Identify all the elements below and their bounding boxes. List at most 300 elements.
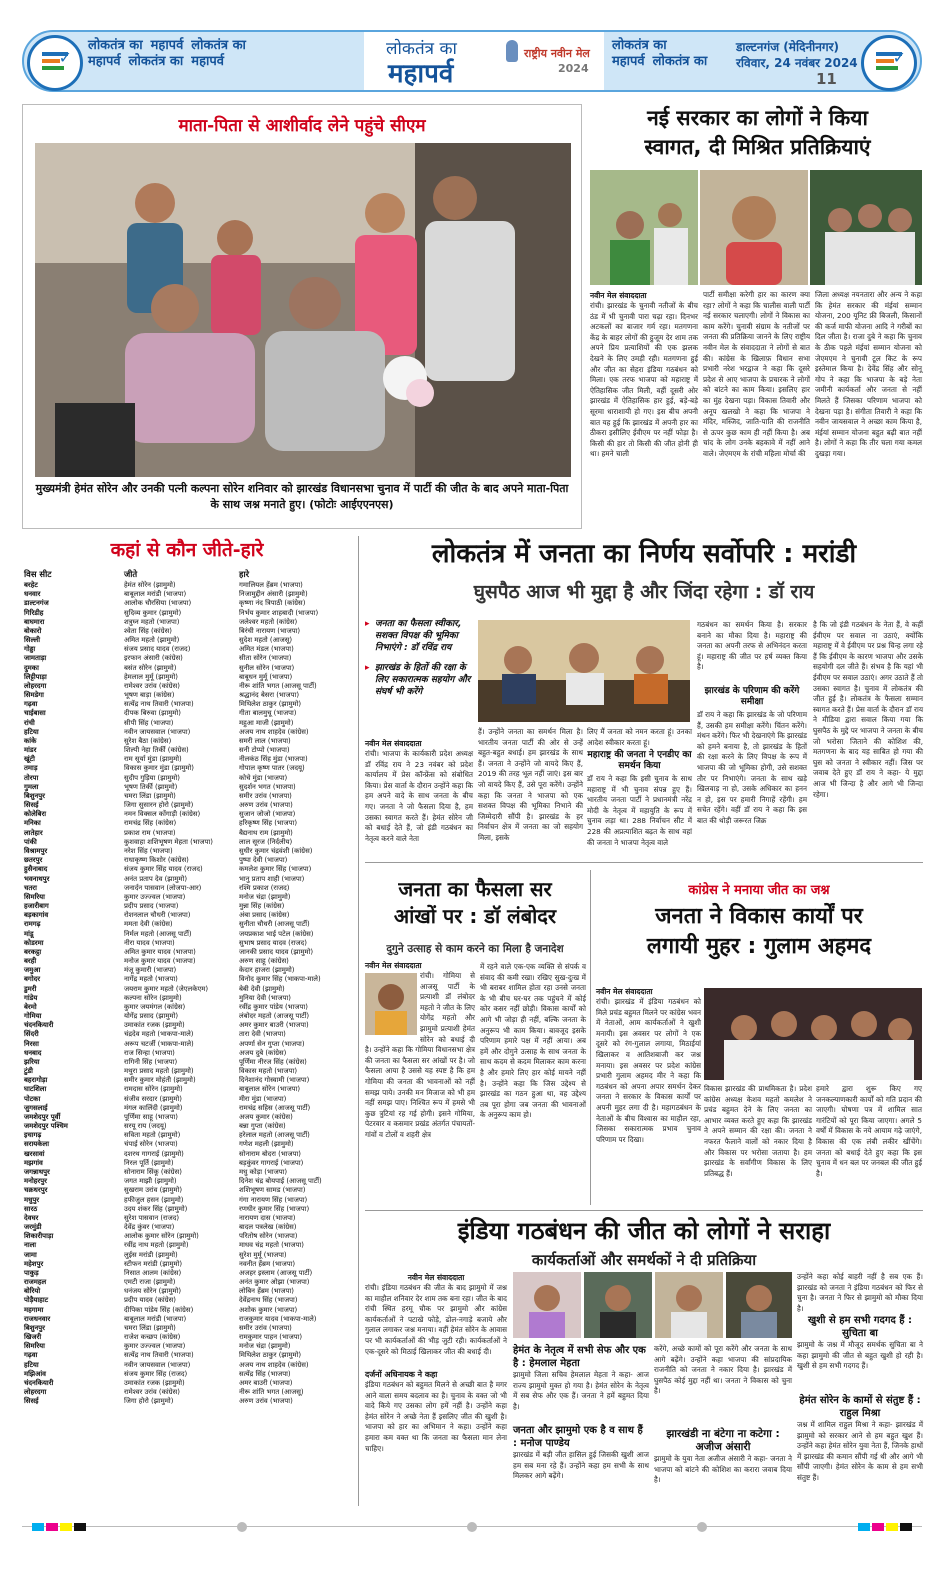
results-row xyxy=(24,1251,352,1260)
results-row xyxy=(24,1076,352,1085)
loser-name: सुदर्शन भगत (भाजपा) xyxy=(239,782,296,791)
results-row xyxy=(24,682,352,691)
loser-name: रामचंद्र सहिस (आजसू पार्टी) xyxy=(239,1103,311,1112)
winner-name: योगेंद्र प्रसाद (झामुमो) xyxy=(124,1012,179,1021)
loser-name: भानु प्रताप शाही (भाजपा) xyxy=(239,874,305,883)
results-row xyxy=(24,1232,352,1241)
loser-name: नीरू शांति भगत (आजसू) xyxy=(239,1388,304,1397)
loser-name: नीलकंठ सिंह मुंडा (भाजपा) xyxy=(239,755,308,764)
results-row xyxy=(24,1095,352,1104)
page-number: 11 xyxy=(816,70,837,88)
loser-name: कमलेश कुमार सिंह (भाजपा) xyxy=(239,865,312,874)
results-row xyxy=(24,618,352,627)
masthead xyxy=(22,30,922,92)
seat-name: रामगढ़ xyxy=(24,920,41,929)
loser-name: अरुण उरांव (भाजपा) xyxy=(239,1397,293,1406)
winner-name: राज सिन्हा (भाजपा) xyxy=(124,1048,175,1057)
results-row xyxy=(24,1278,352,1287)
results-row xyxy=(24,1351,352,1360)
winner-name: हेमंत सोरेन (झामुमो) xyxy=(124,581,176,589)
results-row xyxy=(24,700,352,709)
winner-name: चमरा लिंडा (झामुमो) xyxy=(124,791,176,800)
seat-name: गोमिया xyxy=(24,1012,42,1021)
loser-name: अमर कुमार बाउरी (भाजपा) xyxy=(239,1021,309,1030)
winner-name: मंजू कुमारी (भाजपा) xyxy=(124,966,177,975)
supporter-photo-4 xyxy=(726,1272,792,1338)
loser-name: लाल सूरज (निर्दलीय) xyxy=(239,837,293,846)
subhead-maharashtra: महाराष्ट्र की जनता ने एनडीए का समर्थन किया xyxy=(587,750,692,771)
byline: नवीन मेल संवाददाता xyxy=(365,961,422,970)
results-row xyxy=(24,994,352,1003)
seat-name: चतरा xyxy=(24,883,37,892)
masthead-tag: राष्ट्रीय नवीन मेल xyxy=(524,47,590,60)
winner-name: जगत माझी (झामुमो) xyxy=(124,1177,177,1186)
winner-name: शत्रुघ्न महतो (भाजपा) xyxy=(124,617,180,626)
masthead-center xyxy=(364,32,604,90)
winner-name: निर्मल महतो (आजसू पार्टी) xyxy=(124,929,192,938)
cm-family-photo xyxy=(35,143,571,477)
results-row xyxy=(24,1003,352,1012)
congress-headline: जनता ने विकास कार्यों पर लगायी मुहर : गुलाम अहमद xyxy=(646,904,872,959)
winner-name: सुदीप गुड़िया (झामुमो) xyxy=(124,773,180,782)
masthead-pattern-right: लोकतंत्र का महापर्व लोकतंत्र का xyxy=(612,38,708,69)
seat-name: बगोदर xyxy=(24,975,41,984)
quote-title-suchita: खुशी से हम सभी गदगद हैं : सुचिता बा xyxy=(807,1315,913,1339)
seat-name: राजधनवार xyxy=(24,1314,51,1323)
marandi-col-2: हैं। उन्होंने जनता का समर्थन मिला है। भारतीय जनता पार्टी की ओर से उन्हें बहुत-बहुत बधाई। हम झारखंड के साथ हैं। जनता ने उन्होंने जो वायदे किए हैं, 2019 की तरह भूल नहीं जाएं। इस बार जो वायदे किए हैं, उसे पूरा करेंगे। उन्होंने कहा कि जनता ने भाजपा को एक सशक्त विपक्ष की भूमिका निभाने की जिम्मेदारी सौंपी है। झारखंड के हर निर्वाचन क्षेत्र में जनता का जो सहयोग मिला, इसके xyxy=(478,727,583,842)
loser-name: निर्भय कुमार शाहबादी (भाजपा) xyxy=(239,608,319,617)
winner-name: रोशनलाल चौधरी (भाजपा) xyxy=(124,911,191,920)
winner-name: रामदास सोरेन (झामुमो) xyxy=(124,1085,183,1094)
winner-name: कुमार उज्ज्वल (भाजपा) xyxy=(124,1342,186,1351)
cm-story-title: माता-पिता से आशीर्वाद लेने पहुंचे सीएम xyxy=(178,116,426,136)
loser-name: महुआ माजी (झामुमो) xyxy=(239,718,294,727)
loser-name: मीरा मुंडा (भाजपा) xyxy=(239,1094,287,1103)
results-row xyxy=(24,1388,352,1397)
seat-name: चाईबासा xyxy=(24,709,46,718)
results-row xyxy=(24,1104,352,1113)
loser-name: पूर्णिमा नीरज सिंह (कांग्रेस) xyxy=(239,1057,307,1066)
loser-name: परितोष सोरेन (भाजपा) xyxy=(239,1232,298,1241)
seat-name: बोकारो xyxy=(24,626,42,635)
col-header-lost: हारे xyxy=(239,569,250,579)
results-row xyxy=(24,1361,352,1370)
results-row xyxy=(24,599,352,608)
winner-name: अमित महतो (झामुमो) xyxy=(124,636,180,645)
new-govt-headline: नई सरकार का लोगों ने किया स्वागत, दी मिश्रित प्रतिक्रियाएं xyxy=(644,106,871,159)
loser-name: केदार हाजरा (झामुमो) xyxy=(239,966,295,975)
supporter-photo-2 xyxy=(584,1272,652,1338)
loser-name: सुजान जोजो (भाजपा) xyxy=(239,810,296,819)
results-row xyxy=(24,1315,352,1324)
marandi-col-3: लिए मैं जनता को नमन करता हूं। उनका आदेश स्वीकार करता हूं। महाराष्ट्र की जनता ने एनडीए का समर्थन किया डॉ राय ने कहा कि इसी चुनाव के साथ महाराष्ट्र में भी चुनाव संपन्न हुए हैं। भारतीय जनता पार्टी ने प्रधानमंत्री नरेंद्र मोदी के नेतृत्व में महायुति के रूप में चुनाव लड़ा था। 288 निर्वाचन सीट में 228 की अप्रत्याशित बढ़त के साथ वहां की जनता ने भाजपा नेतृत्व वाले xyxy=(587,727,692,847)
winner-name: सत्येंद्र नाथ तिवारी (भाजपा) xyxy=(124,1351,194,1360)
new-govt-col-3: जिला अध्यक्ष नयनतारा और अन्य ने कहा कि हेमंत सरकार की मंईयां सम्मान योजना, 200 यूनिट फ्री बिजली, किसानों की कर्ज माफी योजना आदि ने गरीबों का दिल जीता है। राजा दुबे ने कहा कि चुनाव के ठीक पहले मंईयां सम्मान योजना को जेएमएम ने चुनावी टूल किट के रूप इस्तेमाल किया है। देवेंद्र सिंह और सोनू गोप ने कहा कि भाजपा के बड़े नेता जमीनी कार्यकर्ता और जनता से नहीं मिलते हैं जिसका परिणाम भाजपा को देखना पड़ा है। संगीता तिवारी ने कहा कि नवीन जायसवाल ने अच्छा काम किया है, मंईयां सम्मान योजना बहुत बढ़ी बात नहीं है। लोगों ने कहा कि तीर चला गया कमल दुखड़ा गया। xyxy=(815,290,922,458)
loser-name: मिथिलेश ठाकुर (झामुमो) xyxy=(239,700,302,709)
seat-name: लिट्टीपाड़ा xyxy=(24,672,47,681)
results-row xyxy=(24,783,352,792)
seat-name: पोड़ैयाहाट xyxy=(24,1296,49,1305)
loser-name: नवनीत हेंब्रम (भाजपा) xyxy=(239,1259,296,1268)
winner-name: दीपिका पांडेय सिंह (कांग्रेस) xyxy=(124,1305,194,1314)
results-row xyxy=(24,737,352,746)
results-row xyxy=(24,911,352,920)
loser-name: अंबा प्रसाद (कांग्रेस) xyxy=(239,911,290,920)
inked-finger-icon xyxy=(506,40,518,62)
results-title: कहां से कौन जीते-हारे xyxy=(110,539,264,561)
winner-name: जनार्दन पासवान (लोजपा-आर) xyxy=(124,883,202,892)
seat-name: सरायकेला xyxy=(24,1140,50,1149)
india-col-2: हेमंत के नेतृत्व में सभी सेफ और एक है : हेमलाल मेहता झामुमो जिला सचिव हेमलाल मेहता ने कहा- आज राज्य झामुमो मुक्त हो गया है। हेमंत सोरेन के नेतृत्व में सब सेफ और एक हैं। जनता ने हमें बहुमत दिया है। जनता और झामुमो एक है व साथ हैं : मनोज पाण्डेय झारखंड में बड़ी जीत हासिल हुई जिसकी खुशी आज हम सब मना रहे हैं। उन्होंने कहा हम सभी के साथ मिलकर आगे बढ़ेंगे। xyxy=(513,1345,649,1481)
supporters-photo xyxy=(810,170,922,285)
loser-name: अरुण साहू (कांग्रेस) xyxy=(239,957,289,966)
winner-name: आलोक कुमार सोरेन (झामुमो) xyxy=(124,1232,199,1241)
winner-name: मंगल कालिंदी (झामुमो) xyxy=(124,1103,183,1112)
results-row xyxy=(24,1296,352,1305)
seat-name: जमशेदपुर पश्चिम xyxy=(24,1122,68,1131)
results-row xyxy=(24,1223,352,1232)
winner-name: नवीन जायसवाल (भाजपा) xyxy=(124,1360,191,1369)
seat-name: डुमरी xyxy=(24,984,37,993)
seat-name: सिमडेगा xyxy=(24,691,44,700)
loser-name: बादल पत्रलेख (कांग्रेस) xyxy=(239,1223,297,1232)
winner-name: देवेंद्र कुंवर (भाजपा) xyxy=(124,1223,175,1232)
congress-celebration-photo xyxy=(704,988,922,1080)
woman-portrait-photo xyxy=(700,170,808,285)
cm-photo-caption: मुख्यमंत्री हेमंत सोरेन और उनकी पत्नी कल्पना सोरेन शनिवार को झारखंड विधानसभा चुनाव में पार्टी की जीत के बाद अपने माता-पिता के साथ जश्न मनाते हुए। (फोटोः आईएएनएस) xyxy=(35,482,569,511)
winner-name: चंद्रदेव महतो (भाकपा-माले) xyxy=(124,1030,194,1039)
seat-name: खिजरी xyxy=(24,1333,42,1342)
results-row xyxy=(24,609,352,618)
seat-name: हजारीबाग xyxy=(24,902,49,911)
seat-name: बाघमारा xyxy=(24,617,45,626)
seat-name: जुगसलाई xyxy=(24,1103,48,1112)
article-text: रांची। झारखंड के चुनावी नतीजों के बीच ठंड में भी चुनावी पारा चढ़ा रहा। दिनभर अटकलों का बाजार गर्म रहा। मतगणना केंद्र के बाहर लोगों की हुजूम देर शाम तक अपने प्रिय प्रत्याशियों की एक झलक देखने के लिए उमड़ी रही। मतगणना हुई और जीत का सेहरा इंडिया गठबंधन को मिला। एक तरफ भाजपा को महाराष्ट्र में ऐतिहासिक जीत मिली, वहीं दूसरी ओर झारखंड में ऐतिहासिक हार हुई, बड़े-बड़े सूरमा धाराशायी हो गए। इस बीच अपनी बात यह हुई कि झारखंड में अपनी हार का ठीकरा इसीलिए ईवीएम पर नहीं फोड़ा है। किसी की हार तो किसी की जीत होनी ही था। हमने चाली xyxy=(590,301,698,459)
loser-name: अजय कुमार (कांग्रेस) xyxy=(239,1112,293,1121)
results-row xyxy=(24,792,352,801)
winner-name: राधाकृष्ण किशोर (कांग्रेस) xyxy=(124,856,189,865)
results-row xyxy=(24,764,352,773)
loser-name: अरुण उरांव (भाजपा) xyxy=(239,801,293,810)
winner-name: उमाकांत रजक (झामुमो) xyxy=(124,1021,185,1030)
loser-name: बिरंची नारायण (भाजपा) xyxy=(239,626,301,635)
seat-name: बेरमो xyxy=(24,1002,37,1011)
winner-name: ममता देवी (कांग्रेस) xyxy=(124,920,173,929)
results-row xyxy=(24,930,352,939)
loser-name: मुन्ना सिंह (कांग्रेस) xyxy=(239,902,285,911)
masthead-title-2: महापर्व xyxy=(388,59,454,89)
marandi-headline: लोकतंत्र में जनता का निर्णय सर्वोपरि : मरांडी xyxy=(431,539,857,569)
results-row xyxy=(24,1379,352,1388)
loser-name: गंगा नारायण सिंह (भाजपा) xyxy=(239,1195,308,1204)
winner-name: विकास कुमार मुंडा (झामुमो) xyxy=(124,764,194,773)
section-divider xyxy=(365,1210,923,1211)
winner-name: समीर कुमार मोहंती (झामुमो) xyxy=(124,1076,196,1085)
winner-name: दीपक बिरुवा (झामुमो) xyxy=(124,709,181,718)
results-row xyxy=(24,865,352,874)
congress-col-2: विकास झारखंड की प्राथमिकता है। प्रदेश कांग्रेस अध्यक्ष केशव महतो कमलेश ने प्रचंड बहुमत देने के लिए जनता का आभार व्यक्त करते हुए कहा कि झारखंड ने अपने सम्मान की रक्षा की। जनता ने नफरत फैलाने वालों को नकार दिया है और विकास पर भरोसा जताया है। हम झारखंड के सर्वांगीण विकास के लिए प्रतिबद्ध हैं। xyxy=(704,1084,812,1178)
results-row xyxy=(24,1177,352,1186)
seat-name: झरिया xyxy=(24,1057,40,1066)
loser-name: जयप्रकाश भाई पटेल (कांग्रेस) xyxy=(239,929,314,938)
loser-name: लंबोदर महतो (आजसू पार्टी) xyxy=(239,1012,310,1021)
subhead-india: दर्जनों अधिनायक ने कहा xyxy=(365,1370,438,1379)
results-row xyxy=(24,664,352,673)
seat-name: पोटका xyxy=(24,1094,41,1103)
results-row xyxy=(24,627,352,636)
loser-name: नीरू शांति भगत (आजसू पार्टी) xyxy=(239,681,317,690)
new-govt-col-1 xyxy=(590,290,698,533)
results-row xyxy=(24,1030,352,1039)
winner-name: उमाकांत रजक (झामुमो) xyxy=(124,1378,185,1387)
loser-name: मनोज चंद्रा (झामुमो) xyxy=(239,1342,291,1351)
winner-name: जिगा होरो (झामुमो) xyxy=(124,1397,174,1406)
winner-name: सीपी सिंह (भाजपा) xyxy=(124,718,174,727)
seat-name: जामताड़ा xyxy=(24,654,47,663)
loser-name: बाबूलाल सोरेन (भाजपा) xyxy=(239,1085,301,1094)
winner-name: सविता महतो (झामुमो) xyxy=(124,1131,181,1140)
seat-name: लोहरदगा xyxy=(24,1388,47,1397)
byline: नवीन मेल संवाददाता xyxy=(596,987,653,996)
seat-name: दुमका xyxy=(24,663,39,672)
results-row xyxy=(24,1269,352,1278)
byline: नवीन मेल संवाददाता xyxy=(590,291,647,300)
winner-name: संजय प्रसाद यादव (राजद) xyxy=(124,645,191,654)
article-text: रांची। झारखंड में इंडिया गठबंधन को मिले प्रचंड बहुमत मिलने पर कांग्रेस भवन में नेताओं, आम कार्यकर्ताओं ने खुशी मनायी। इस अवसर पर लोगों ने एक दूसरे को रंग-गुलाल लगाया, मिठाईयां खिलाकर व आतिशबाजी कर जश्न मनाया। इस अवसर पर प्रदेश कांग्रेस प्रभारी गुलाम अहमद मीर ने कहा कि गठबंधन को अपना अपार समर्थन देकर जनता ने सरकार के विकास कार्यों पर अपनी मुहर लगा दी है। महागठबंधन के नेताओं के बीच विश्वास का माहौल रहा, जिसका सकारात्मक प्रभाव चुनाव परिणाम पर दिखा। xyxy=(596,997,701,1144)
marandi-subhead: घुसपैठ आज भी मुद्दा है और जिंदा रहेगा : डॉ राय xyxy=(473,581,815,603)
seat-name: मझिआंव xyxy=(24,1369,46,1378)
seat-name: घाटशिला xyxy=(24,1085,47,1094)
congress-col-1 xyxy=(596,986,701,1205)
seat-name: मनोहरपुर xyxy=(24,1177,47,1186)
masthead-pattern-left: लोकतंत्र का महापर्व लोकतंत्र का महापर्व लोकतंत्र का महापर्व xyxy=(88,38,246,69)
loser-name: पुष्पा देवी (भाजपा) xyxy=(239,856,288,865)
seat-name: चंदनकियारी xyxy=(24,1378,54,1387)
loser-name: अजय दुबे (कांग्रेस) xyxy=(239,1048,287,1057)
seat-name: कोलेबिरा xyxy=(24,810,47,819)
seat-name: शिकारीपाड़ा xyxy=(24,1232,54,1241)
winner-name: अरूप चटर्जी (भाकपा-माले) xyxy=(124,1039,194,1048)
seat-name: हटिया xyxy=(24,1360,39,1369)
results-row xyxy=(24,691,352,700)
seat-name: खूंटी xyxy=(24,755,35,764)
results-row xyxy=(24,920,352,929)
cm-photo-story xyxy=(22,104,582,529)
bullet-1: ▸ जनता का फैसला स्वीकार, सशक्त विपक्ष की भूमिका निभाएंगे : डॉ रविंद्र राय xyxy=(365,619,462,653)
lambodar-col-1 xyxy=(365,960,475,1205)
india-col-1: नवीन मेल संवाददाता रांची। इंडिया गठबंधन की जीत के बाद झामुमो में जश्न का माहौल शनिवार देर शाम तक बना रहा। जीत के बाद रांची स्थित हरमू चौक पर झामुमो और कांग्रेस कार्यकर्ताओं ने पटाखे फोड़े, ढोल-नगाड़े बजाये और गुलाल लगाकर जश्न मनाया। वहीं हेमंत सोरेन के आवास पर भी कार्यकर्ताओं की भीड़ जुटी रही। कार्यकर्ताओं ने एक-दूसरे को मिठाई खिलाकर जीत की बधाई दी। दर्जनों अधिनायक ने कहा इंडिया गठबंधन को बहुमत मिलने से अच्छी बात है मगर आने वाला समय बदलाव का है। चुनाव के वक्त जो भी वादे किये गए उसका लोग हमें नहीं है। उन्होंने कहा हेमंत सोरेन ने अच्छे नेता हैं इसलिए जीत की खुशी है। भाजपा को हार का अभिमान ने कहा। उन्होंने कहा हमारा कम वक्त था कि जनता का फैसला मान लेना चाहिए। xyxy=(365,1273,507,1453)
seat-name: मझगांव xyxy=(24,1158,43,1167)
loser-name: समरी लाल (भाजपा) xyxy=(239,736,291,745)
seat-name: बोरियो xyxy=(24,1287,41,1296)
winner-name: हेमलाल मुर्मू (झामुमो) xyxy=(124,672,178,681)
loser-name: अपर्णा सेन गुप्ता (भाजपा) xyxy=(239,1039,305,1048)
winner-name: जयराम कुमार महतो (जेएलकेएम) xyxy=(124,984,209,993)
edition-place: डाल्टनगंज (मेदिनीनगर) xyxy=(736,40,840,54)
supporter-photo-3 xyxy=(655,1272,723,1338)
seat-name: मांडू xyxy=(24,929,34,938)
winner-name: रामेश्वर उरांव (कांग्रेस) xyxy=(124,681,180,690)
loser-name: अमित मंडल (भाजपा) xyxy=(239,645,294,654)
seat-name: महेशपुर xyxy=(24,1259,44,1268)
seat-name: बिशुनपुर xyxy=(24,1323,45,1332)
results-row xyxy=(24,1085,352,1094)
results-row xyxy=(24,581,352,590)
loser-name: बन्ना गुप्ता (कांग्रेस) xyxy=(239,1122,286,1131)
seat-name: विश्रामपुर xyxy=(24,846,48,855)
winner-name: जिगा सुसारन होरो (झामुमो) xyxy=(124,801,194,810)
seat-name: धनबाद xyxy=(24,1048,42,1057)
winner-name: राम सूर्या मुंडा (झामुमो) xyxy=(124,755,182,764)
results-row xyxy=(24,939,352,948)
loser-name: गोपाल कृष्ण पातर (जदयू) xyxy=(239,764,305,773)
results-row xyxy=(24,1049,352,1058)
loser-name: सुदेश महतो (आजसू) xyxy=(239,636,293,645)
winner-name: लुईस मरांडी (झामुमो) xyxy=(124,1250,178,1259)
winner-name: पूर्णिमा साहू (भाजपा) xyxy=(124,1112,178,1121)
loser-name: सुनीता चौधरी (आजसू पार्टी) xyxy=(239,920,310,929)
seat-name: हटिया xyxy=(24,727,39,736)
seat-name: भवनाथपुर xyxy=(24,874,50,883)
winner-name: उदय शंकर सिंह (झामुमो) xyxy=(124,1204,188,1213)
loser-name: अजय नाथ शाहदेव (कांग्रेस) xyxy=(239,1360,309,1369)
results-row xyxy=(24,948,352,957)
section-divider xyxy=(365,862,923,863)
quote-title-aziz: झारखंडी ना बंटेगा ना कटेगा : अजीज अंसारी xyxy=(666,1428,780,1453)
results-row xyxy=(24,985,352,994)
seat-name: पाकुड़ xyxy=(24,1268,39,1277)
seat-name: इचागढ़ xyxy=(24,1131,42,1140)
seat-name: सिल्ली xyxy=(24,636,41,645)
lambodar-headline: जनता का फैसला सर आंखों पर : डॉ लंबोदर xyxy=(393,877,557,928)
seat-name: बहरागोड़ा xyxy=(24,1076,48,1085)
results-row xyxy=(24,829,352,838)
loser-name: मधु कोड़ा (भाजपा) xyxy=(239,1168,288,1176)
results-row xyxy=(24,1140,352,1149)
loser-name: समीर उरांव (भाजपा) xyxy=(239,791,292,800)
loser-name: विनोद कुमार सिंह (भाकपा-माले) xyxy=(239,975,321,984)
seat-name: राजमहल xyxy=(24,1278,47,1287)
winner-name: शिल्पी नेहा तिर्की (कांग्रेस) xyxy=(124,746,189,755)
results-row xyxy=(24,856,352,865)
loser-name: तारा देवी (भाजपा) xyxy=(239,1030,286,1039)
lambodar-portrait-photo xyxy=(365,973,417,1035)
winner-name: रागिनी सिंह (भाजपा) xyxy=(124,1057,178,1066)
results-row xyxy=(24,645,352,654)
results-row xyxy=(24,957,352,966)
loser-name: हरेलाल महतो (आजसू पार्टी) xyxy=(239,1131,310,1140)
loser-name: दिनेश चंद्र बोयपाई (आजसू पार्टी) xyxy=(239,1177,322,1186)
loser-name: गमालियल हेंब्रम (भाजपा) xyxy=(239,581,303,589)
col-header-won: जीते xyxy=(124,569,138,579)
quote-title-manoj: जनता और झामुमो एक है व साथ हैं : मनोज पाण्डेय xyxy=(513,1425,643,1449)
winner-name: श्वेता सिंह (कांग्रेस) xyxy=(124,626,172,635)
loser-name: जलेश्वर महतो (कांग्रेस) xyxy=(239,617,298,626)
winner-name: बाबूलाल मरांडी (भाजपा) xyxy=(124,1314,187,1323)
results-row xyxy=(24,847,352,856)
loser-name: सनी टोप्पो (भाजपा) xyxy=(239,746,290,755)
results-row xyxy=(24,810,352,819)
winner-name: चंपाई सोरेन (भाजपा) xyxy=(124,1140,178,1149)
loser-name: राजकुमार यादव (भाकपा-माले) xyxy=(239,1314,317,1323)
results-row xyxy=(24,875,352,884)
results-row xyxy=(24,1241,352,1250)
winner-name: रामेश्वर उरांव (कांग्रेस) xyxy=(124,1388,180,1397)
loser-name: बैद्यनाथ राम (झामुमो) xyxy=(239,828,293,837)
seat-name: चक्रधरपुर xyxy=(24,1186,48,1195)
loser-name: विकास महतो (भाजपा) xyxy=(239,1067,298,1076)
winner-name: सोनाराम सिंकू (कांग्रेस) xyxy=(124,1168,182,1176)
winner-name: निसात आलम (कांग्रेस) xyxy=(124,1268,182,1277)
quote-title-hemlal: हेमंत के नेतृत्व में सभी सेफ और एक है : हेमलाल मेहता xyxy=(513,1345,646,1369)
results-row xyxy=(24,902,352,911)
winner-name: रामचंद्र सिंह (कांग्रेस) xyxy=(124,819,177,828)
seat-name: बिशुनपुर xyxy=(24,791,45,800)
winner-name: बाबूलाल मरांडी (भाजपा) xyxy=(124,590,187,599)
loser-name: रवींद्र कुमार पांडेय (भाजपा) xyxy=(239,1002,308,1011)
seat-name: जमुआ xyxy=(24,966,41,975)
loser-name: मिथिलेश ठाकुर (झामुमो) xyxy=(239,1351,302,1360)
winner-name: हफीजुल हसन (झामुमो) xyxy=(124,1195,184,1204)
winner-name: संजय कुमार सिंह (राजद) xyxy=(124,1369,188,1378)
seat-name: सिंदरी xyxy=(24,1030,39,1039)
results-row xyxy=(24,801,352,810)
winner-name: सुरेश पासवान (राजद) xyxy=(124,1213,180,1222)
loser-name: समीर उरांव (भाजपा) xyxy=(239,1323,292,1332)
results-row xyxy=(24,1012,352,1021)
seat-name: जरमुंडी xyxy=(24,1223,42,1232)
results-row xyxy=(24,1324,352,1333)
loser-name: दिनेशानंद गोस्वामी (भाजपा) xyxy=(239,1076,310,1085)
results-row xyxy=(24,1168,352,1177)
winner-name: रवींद्र नाथ महतो (झामुमो) xyxy=(124,1241,189,1250)
results-row xyxy=(24,636,352,645)
seat-name: तोरपा xyxy=(24,773,39,782)
loser-name: बेबी देवी (झामुमो) xyxy=(239,984,285,993)
results-row xyxy=(24,590,352,599)
winner-name: भूषण बाड़ा (कांग्रेस) xyxy=(124,691,175,700)
winner-name: अमित कुमार यादव (भाजपा) xyxy=(124,947,196,956)
loser-name: गणेश महली (झामुमो) xyxy=(239,1140,294,1149)
results-row xyxy=(24,838,352,847)
seat-name: सिसई xyxy=(24,1397,39,1406)
results-row xyxy=(24,1113,352,1122)
winner-name: कुशवाहा शशिभूषण मेहता (भाजपा) xyxy=(124,837,213,846)
seat-name: हुसैनाबाद xyxy=(24,865,48,874)
seat-name: कोडरमा xyxy=(24,938,44,947)
results-row xyxy=(24,1306,352,1315)
loser-name: मुनिया देवी (भाजपा) xyxy=(239,993,291,1002)
results-row xyxy=(24,884,352,893)
seat-name: देवघर xyxy=(24,1213,39,1222)
marandi-bullets xyxy=(365,618,473,698)
results-row xyxy=(24,673,352,682)
loser-name: कृष्णा नंद त्रिपाठी (कांग्रेस) xyxy=(239,599,306,608)
results-row xyxy=(24,1205,352,1214)
seat-name: लोहरदगा xyxy=(24,681,47,690)
results-row xyxy=(24,774,352,783)
lambodar-subhead: दुगुने उत्साह से काम करने का मिला है जनादेश xyxy=(386,943,564,955)
winner-name: चमरा लिंडा (झामुमो) xyxy=(124,1323,176,1332)
loser-name: देवेंद्रनाथ सिंह (भाजपा) xyxy=(239,1296,298,1305)
seat-name: मांडर xyxy=(24,746,37,755)
seat-name: गढ़वा xyxy=(24,700,38,709)
results-row xyxy=(24,1287,352,1296)
results-row xyxy=(24,1159,352,1168)
loser-name: गीता बालमुचू (भाजपा) xyxy=(239,709,297,718)
seat-name: गिरिडीह xyxy=(24,608,44,617)
seat-name: धनवार xyxy=(24,590,41,599)
